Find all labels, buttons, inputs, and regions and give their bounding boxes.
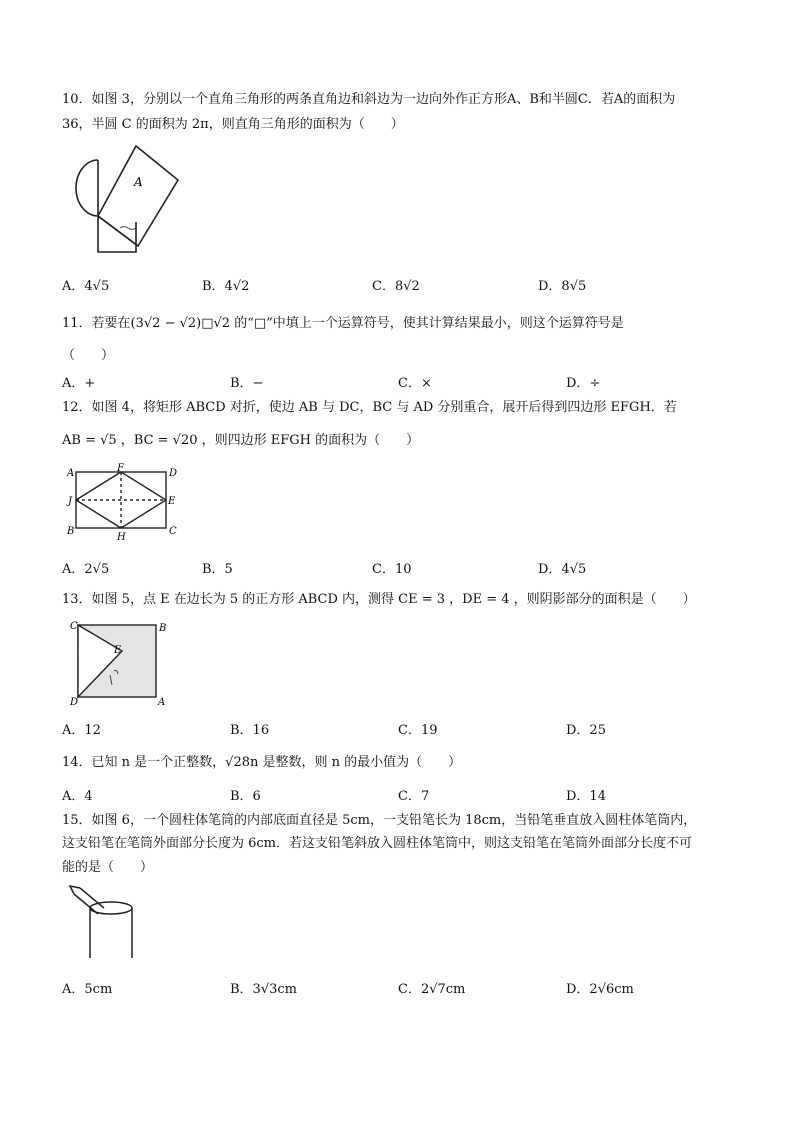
- fig4-label-g: J: [68, 496, 73, 507]
- q12-line1: 12．如图 4，将矩形 ABCD 对折，使边 AB 与 DC，BC 与 AD 分别重合，展开后得到四边形 EFGH．若: [62, 400, 677, 415]
- q12-options: [62, 558, 762, 578]
- q14-option-b[interactable]: B．6: [230, 789, 261, 804]
- q13-option-d[interactable]: D．25: [566, 723, 606, 738]
- q12-line2: AB = √5 ，BC = √20 ，则四边形 EFGH 的面积为（ ）: [62, 433, 420, 448]
- fig4-label-b: B: [67, 526, 75, 537]
- q14-option-a[interactable]: A．4: [62, 789, 93, 804]
- q14-option-d[interactable]: D．14: [566, 789, 606, 804]
- q15-option-b[interactable]: B．3√3cm: [230, 982, 297, 997]
- fig4-label-d: D: [169, 468, 178, 479]
- q12-option-b[interactable]: B．5: [202, 562, 233, 577]
- q13-option-b[interactable]: B．16: [230, 723, 270, 738]
- fig4-label-e: E: [168, 496, 176, 507]
- q11-option-d[interactable]: D．÷: [566, 376, 601, 391]
- q11-line2: （ ）: [62, 348, 115, 363]
- q10-line1: 10．如图 3，分别以一个直角三角形的两条直角边和斜边为一边向外作正方形A、B和半圆C．若A的面积为: [62, 92, 676, 107]
- fig5-label-d: D: [70, 697, 79, 708]
- q11-option-a[interactable]: A．+: [62, 376, 96, 391]
- q10-options: [62, 275, 762, 295]
- q10-option-c[interactable]: C．8√2: [372, 279, 420, 294]
- figure-3: [72, 140, 192, 258]
- q11-option-c[interactable]: C．×: [398, 376, 432, 391]
- fig5-label-b: B: [159, 623, 167, 634]
- q10-line2: 36，半圆 C 的面积为 2π，则直角三角形的面积为（ ）: [62, 117, 404, 132]
- figure-5: [62, 617, 172, 709]
- fig4-label-c: C: [169, 526, 177, 537]
- q11-options: [62, 372, 762, 392]
- q15-option-d[interactable]: D．2√6cm: [566, 982, 634, 997]
- q11-option-b[interactable]: B．−: [230, 376, 264, 391]
- fig5-label-c: C: [70, 621, 78, 632]
- figure-4: [62, 462, 187, 542]
- q15-option-c[interactable]: C．2√7cm: [398, 982, 466, 997]
- q15-option-a[interactable]: A．5cm: [62, 982, 113, 997]
- q13-option-c[interactable]: C．19: [398, 723, 438, 738]
- fig5-label-a: A: [158, 697, 166, 708]
- q14-options: [62, 785, 762, 805]
- q13-option-a[interactable]: A．12: [62, 723, 101, 738]
- q13-line1: 13．如图 5，点 E 在边长为 5 的正方形 ABCD 内，测得 CE = 3 ，DE = 4 ，则阴影部分的面积是（ ）: [62, 592, 696, 607]
- q14-option-c[interactable]: C．7: [398, 789, 430, 804]
- q15-line2: 这支铅笔在笔筒外面部分长度为 6cm．若这支铅笔斜放入圆柱体笔筒中，则这支铅笔在笔筒外面部分长度不可: [62, 836, 693, 851]
- figure-3-label-a: A: [134, 175, 143, 189]
- q12-option-a[interactable]: A．2√5: [62, 562, 110, 577]
- fig4-label-h: H: [117, 532, 126, 542]
- q13-options: [62, 719, 762, 739]
- fig4-label-a: A: [67, 468, 75, 479]
- q15-options: [62, 978, 762, 998]
- q10-option-a[interactable]: A．4√5: [62, 279, 110, 294]
- q12-option-d[interactable]: D．4√5: [538, 562, 587, 577]
- q15-line3: 能的是（ ）: [62, 860, 154, 875]
- fig4-label-f: F: [117, 463, 124, 474]
- fig5-label-e: E: [114, 645, 122, 656]
- q10-option-b[interactable]: B．4√2: [202, 279, 250, 294]
- q14-line1: 14．已知 n 是一个正整数，√28n 是整数，则 n 的最小值为（ ）: [62, 755, 462, 770]
- q12-option-c[interactable]: C．10: [372, 562, 412, 577]
- q10-option-d[interactable]: D．8√5: [538, 279, 587, 294]
- figure-6-pencil-cup: [68, 884, 138, 962]
- q15-line1: 15．如图 6，一个圆柱体笔筒的内部底面直径是 5cm，一支铅笔长为 18cm，当铅笔垂直放入圆柱体笔筒内，: [62, 813, 697, 828]
- q11-line1: 11．若要在(3√2 − √2)□√2 的“□”中填上一个运算符号，使其计算结果最小，则这个运算符号是: [62, 316, 624, 331]
